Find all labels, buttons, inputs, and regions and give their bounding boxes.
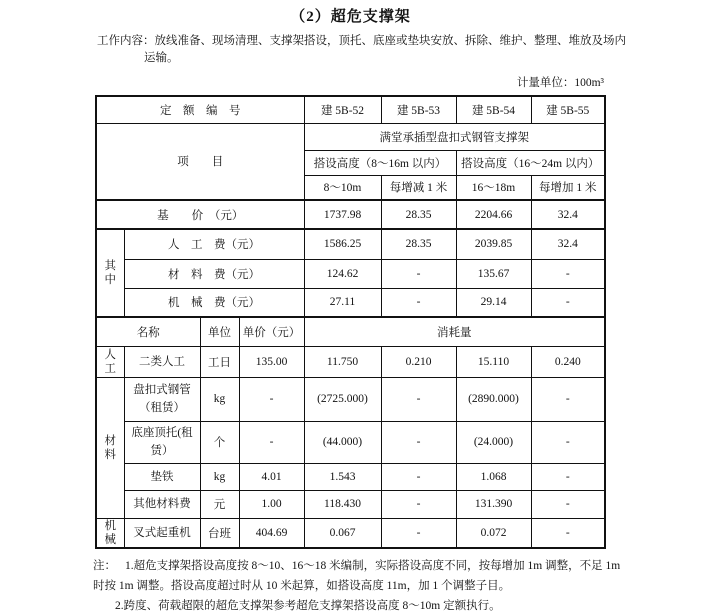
consumption-value: (24.000) bbox=[456, 421, 531, 463]
consumption-value: (44.000) bbox=[304, 421, 381, 463]
quota-label-cell: 定 额 编 号 bbox=[96, 96, 304, 123]
material-cost-value: 135.67 bbox=[456, 259, 531, 288]
note-line-2: 时按 1m 调整。搭设高度超过时从 10 米起算，如搭设高度 11m，加 1 个调整子目。 bbox=[93, 579, 511, 592]
resource-unit-cell: 个 bbox=[200, 421, 239, 463]
resource-row-base-jack bbox=[96, 421, 605, 463]
height-group-cell: 搭设高度（8～16m 以内） bbox=[304, 150, 456, 175]
base-price-value: 32.4 bbox=[531, 200, 605, 229]
height-col-cell: 16～18m bbox=[456, 175, 531, 200]
base-price-row bbox=[96, 200, 605, 229]
quota-code-cell: 建 5B-54 bbox=[456, 96, 531, 123]
height-col-cell: 8～10m bbox=[304, 175, 381, 200]
material-cost-value: 124.62 bbox=[304, 259, 381, 288]
resource-group-cell: 材料 bbox=[96, 377, 124, 518]
consumption-value: (2725.000) bbox=[304, 377, 381, 421]
item-header-row bbox=[96, 123, 605, 150]
resource-group-cell: 机械 bbox=[96, 518, 124, 548]
resource-unit-cell: 台班 bbox=[200, 518, 239, 548]
note-line-3: 2.跨度、荷载超限的超危支撑架参考超危支撑架搭设高度 8～10m 定额执行。 bbox=[115, 599, 501, 612]
work-content bbox=[97, 33, 631, 67]
note-label: 注： bbox=[93, 559, 116, 572]
consumption-value: 0.072 bbox=[456, 518, 531, 548]
price-header-cell: 单价（元） bbox=[239, 317, 304, 346]
quota-code-cell: 建 5B-52 bbox=[304, 96, 381, 123]
resource-name-cell: 叉式起重机 bbox=[124, 518, 200, 548]
page-title: （2）超危支撑架 bbox=[290, 9, 411, 25]
consumption-value: - bbox=[531, 490, 605, 518]
work-content-line2: 运输。 bbox=[144, 52, 179, 64]
consumption-value: - bbox=[531, 377, 605, 421]
resource-row-forklift bbox=[96, 518, 605, 548]
consumption-value: 11.750 bbox=[304, 346, 381, 377]
resource-price-cell: 4.01 bbox=[239, 463, 304, 490]
consumption-value: - bbox=[531, 463, 605, 490]
resource-name-cell: 二类人工 bbox=[124, 346, 200, 377]
material-cost-label-cell: 材 料 费（元） bbox=[124, 259, 304, 288]
resource-row-pipe bbox=[96, 377, 605, 421]
machine-cost-value: 29.14 bbox=[456, 288, 531, 317]
labor-cost-value: 1586.25 bbox=[304, 229, 381, 259]
labor-cost-value: 2039.85 bbox=[456, 229, 531, 259]
consumption-value: 131.390 bbox=[456, 490, 531, 518]
consumption-value: 1.543 bbox=[304, 463, 381, 490]
work-content-line1: 工作内容：放线准备、现场清理、支撑架搭设，顶托、底座或垫块安放、拆除、维护、整理、堆放及场内 bbox=[97, 35, 626, 47]
height-col-cell: 每增减 1 米 bbox=[381, 175, 456, 200]
height-group-cell: 搭设高度（16～24m 以内） bbox=[456, 150, 605, 175]
machine-cost-value: - bbox=[531, 288, 605, 317]
resource-name-cell: 其他材料费 bbox=[124, 490, 200, 518]
consumption-value: - bbox=[381, 377, 456, 421]
consumption-value: 15.110 bbox=[456, 346, 531, 377]
resource-unit-cell: 工日 bbox=[200, 346, 239, 377]
consumption-value: - bbox=[531, 518, 605, 548]
machine-cost-row bbox=[96, 288, 605, 317]
resource-row-labor bbox=[96, 346, 605, 377]
resource-unit-cell: kg bbox=[200, 377, 239, 421]
base-price-label-cell: 基 价 （元） bbox=[96, 200, 304, 229]
consumption-value: - bbox=[381, 463, 456, 490]
resource-name-cell: 底座顶托(租赁） bbox=[124, 421, 200, 463]
resource-price-cell: - bbox=[239, 421, 304, 463]
resource-group-cell: 人工 bbox=[96, 346, 124, 377]
consumption-header-row bbox=[96, 317, 605, 346]
unit-header-cell: 单位 bbox=[200, 317, 239, 346]
resource-price-cell: 1.00 bbox=[239, 490, 304, 518]
consumption-value: - bbox=[531, 421, 605, 463]
resource-price-cell: - bbox=[239, 377, 304, 421]
resource-unit-cell: 元 bbox=[200, 490, 239, 518]
resource-price-cell: 135.00 bbox=[239, 346, 304, 377]
quota-code-cell: 建 5B-53 bbox=[381, 96, 456, 123]
quota-table bbox=[95, 95, 606, 549]
consumption-header-cell: 消耗量 bbox=[304, 317, 605, 346]
breakdown-group-cell: 其中 bbox=[96, 229, 124, 317]
labor-cost-row bbox=[96, 229, 605, 259]
name-header-cell: 名称 bbox=[96, 317, 200, 346]
base-price-value: 28.35 bbox=[381, 200, 456, 229]
base-price-value: 1737.98 bbox=[304, 200, 381, 229]
item-label-cell: 项 目 bbox=[96, 123, 304, 200]
consumption-value: - bbox=[381, 490, 456, 518]
system-name-cell: 满堂承插型盘扣式钢管支撑架 bbox=[304, 123, 605, 150]
consumption-value: 0.240 bbox=[531, 346, 605, 377]
resource-unit-cell: kg bbox=[200, 463, 239, 490]
notes bbox=[93, 556, 661, 612]
consumption-value: 0.067 bbox=[304, 518, 381, 548]
consumption-value: 1.068 bbox=[456, 463, 531, 490]
labor-cost-value: 32.4 bbox=[531, 229, 605, 259]
machine-cost-value: 27.11 bbox=[304, 288, 381, 317]
consumption-value: 118.430 bbox=[304, 490, 381, 518]
measure-unit-label: 计量单位：100m³ bbox=[516, 77, 604, 89]
resource-name-cell: 垫铁 bbox=[124, 463, 200, 490]
consumption-value: - bbox=[381, 421, 456, 463]
material-cost-value: - bbox=[381, 259, 456, 288]
resource-name-cell: 盘扣式钢管（租赁） bbox=[124, 377, 200, 421]
consumption-value: - bbox=[381, 518, 456, 548]
consumption-value: (2890.000) bbox=[456, 377, 531, 421]
consumption-value: 0.210 bbox=[381, 346, 456, 377]
material-cost-row bbox=[96, 259, 605, 288]
labor-cost-label-cell: 人 工 费（元） bbox=[124, 229, 304, 259]
quota-code-cell: 建 5B-55 bbox=[531, 96, 605, 123]
note-line-1 bbox=[93, 556, 661, 576]
resource-price-cell: 404.69 bbox=[239, 518, 304, 548]
note-1-text: 1.超危支撑架搭设高度按 8～10、16～18 米编制，实际搭设高度不同，按每增加 1m 调整，不足 1m bbox=[125, 559, 621, 572]
material-cost-value: - bbox=[531, 259, 605, 288]
resource-row-shim bbox=[96, 463, 605, 490]
quota-code-row bbox=[96, 96, 605, 123]
machine-cost-value: - bbox=[381, 288, 456, 317]
resource-row-other-material bbox=[96, 490, 605, 518]
labor-cost-value: 28.35 bbox=[381, 229, 456, 259]
height-col-cell: 每增加 1 米 bbox=[531, 175, 605, 200]
base-price-value: 2204.66 bbox=[456, 200, 531, 229]
machine-cost-label-cell: 机 械 费（元） bbox=[124, 288, 304, 317]
